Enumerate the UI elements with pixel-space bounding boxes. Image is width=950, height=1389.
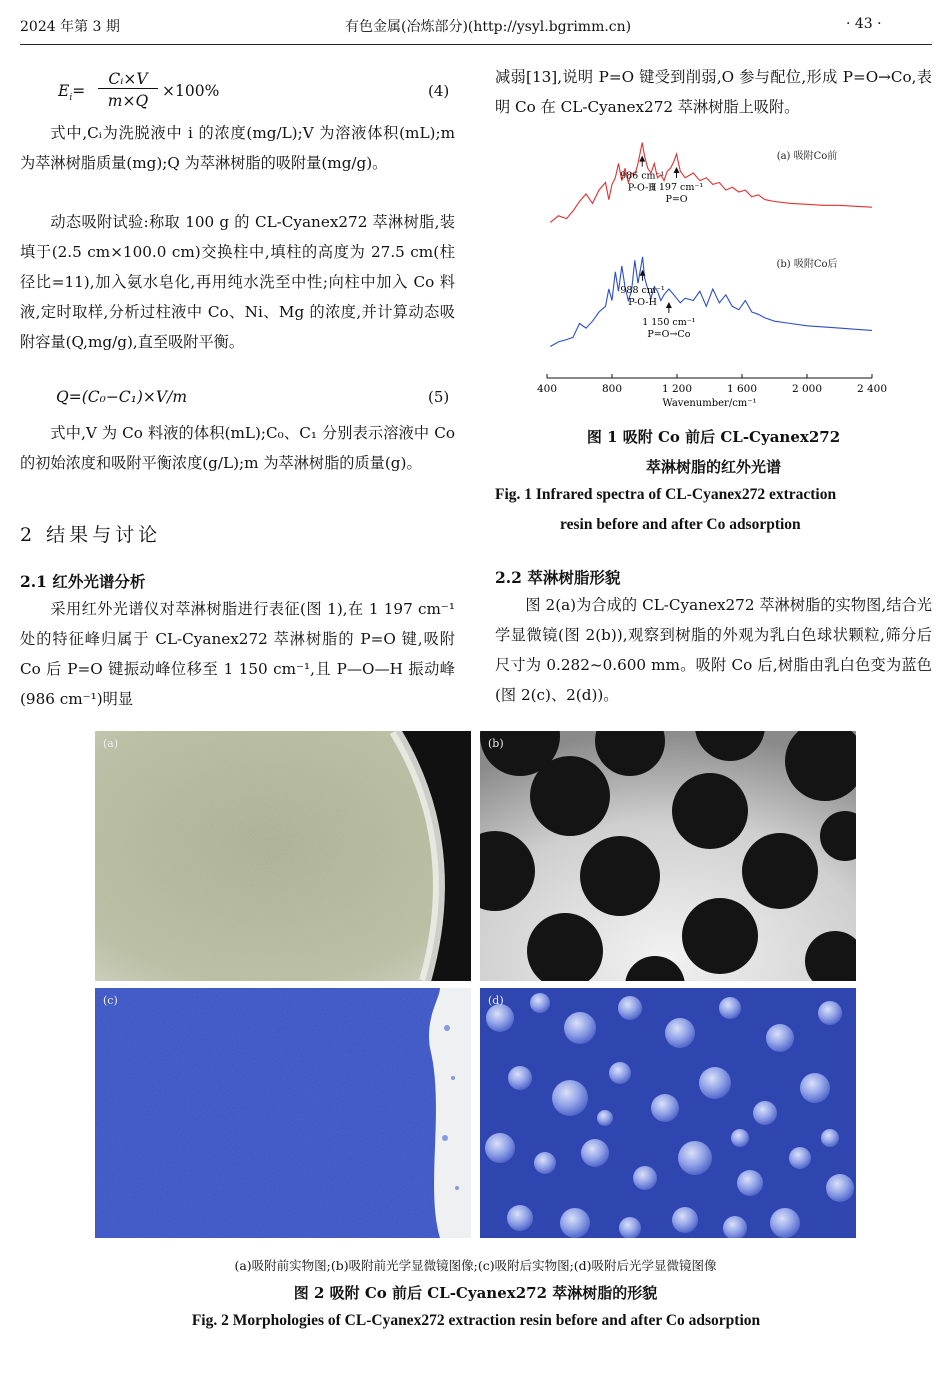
header-rule (20, 44, 932, 45)
equation-4-number: (4) (428, 82, 450, 100)
ir-spectra-chart (495, 125, 932, 415)
paragraph-dynamic-adsorption: 动态吸附试验:称取 100 g 的 CL-Cyanex272 萃淋树脂,装填于(2.5 cm×100.0 cm)交换柱中,填柱的高度为 27.5 cm(柱径比=11),加入氨水皂化,再用纯水洗至中性;向柱中加入 Co 料液,定时取样,分析过柱液中 Co、Ni、Mg 的浓度,并计算动态吸附容量(Q,mg/g),直至吸附平衡。 (20, 213, 455, 351)
x-tick-label-3: 1 600 (726, 383, 758, 395)
fig2-caption-cn: 图 2 吸附 Co 前后 CL-Cyanex272 萃淋树脂的形貌 (293, 1284, 658, 1302)
fig1-caption-cn-2: 萃淋树脂的红外光谱 (645, 458, 781, 476)
fig1-caption-cn-1: 图 1 吸附 Co 前后 CL-Cyanex272 (586, 428, 841, 446)
equation-5-number: (5) (428, 388, 450, 406)
fig2-subcaption: (a)吸附前实物图;(b)吸附前光学显微镜图像;(c)吸附后实物图;(d)吸附后光学显微镜图像 (234, 1258, 717, 1273)
photo-d-label: (d) (488, 994, 504, 1007)
paragraph-ir-continued: 减弱[13],说明 P=O 键受到削弱,O 参与配位,形成 P=O→Co,表明 Co 在 CL-Cyanex272 萃淋树脂上吸附。 (495, 68, 932, 116)
annotation-bond-1: P=O (665, 194, 688, 205)
annotation-value-1: 1 197 cm⁻¹ (649, 182, 704, 193)
eq4-lhs-sub: i (69, 93, 73, 104)
x-tick-label-2: 1 200 (661, 383, 693, 395)
paragraph-eq5-variables: 式中,V 为 Co 料液的体积(mL);C₀、C₁ 分别表示溶液中 Co 的初始浓度和吸附平衡浓度(g/L);m 为萃淋树脂的质量(g)。 (20, 424, 455, 472)
journal-issue: 2024 年第 3 期 (20, 19, 120, 35)
annotation-value-2: 988 cm⁻¹ (620, 284, 665, 296)
series-line-1 (550, 257, 872, 347)
eq4-denominator: m×Q (107, 92, 149, 110)
page-number: · 43 · (846, 16, 882, 32)
eq4-numerator: Cᵢ×V (98, 70, 158, 89)
paragraph-morphology: 图 2(a)为合成的 CL-Cyanex272 萃淋树脂的实物图,结合光学显微镜(图 2(b)),观察到树脂的外观为乳白色球状颗粒,筛分后尺寸为 0.282~0.600 mm。吸附 Co 后,树脂由乳白色变为蓝色(图 2(c)、2(d))。 (495, 596, 932, 704)
x-tick-label-4: 2 000 (791, 383, 823, 395)
eq4-lhs: E (58, 82, 70, 100)
x-axis-label: Wavenumber/cm⁻¹ (662, 398, 757, 409)
annotation-bond-2: P-O-H (628, 296, 657, 308)
x-tick-label-0: 400 (536, 383, 558, 395)
annotation-value-3: 1 150 cm⁻¹ (642, 317, 696, 328)
photo-d-microscope-after (480, 988, 856, 1238)
paragraph-ir-analysis: 采用红外光谱仪对萃淋树脂进行表征(图 1),在 1 197 cm⁻¹处的特征峰归属于 CL-Cyanex272 萃淋树脂的 P=O 键,吸附 Co 后 P=O 键振动峰位移至 1 150 cm⁻¹,且 P—O—H 振动峰(986 cm⁻¹)明显 (20, 600, 455, 708)
annotation-bond-3: P=O→Co (647, 329, 691, 340)
x-tick-label-5: 2 400 (856, 383, 888, 395)
series-label-1: (b) 吸附Co后 (776, 259, 838, 270)
annotation-arrowhead-3 (666, 302, 672, 308)
annotation-bond-0: P-O-H (627, 182, 657, 194)
photo-a-label: (a) (103, 737, 119, 750)
paragraph-eq4-variables: 式中,Cᵢ为洗脱液中 i 的浓度(mg/L);V 为溶液体积(mL);m 为萃淋树脂质量(mg);Q 为萃淋树脂的吸附量(mg/g)。 (20, 124, 455, 172)
photo-c-resin-after (95, 988, 471, 1238)
annotation-arrowhead-1 (674, 167, 680, 173)
section-2-heading: 2 结果与讨论 (20, 524, 162, 546)
section-2-2-heading: 2.2 萃淋树脂形貌 (495, 568, 621, 587)
photo-a-resin-before (95, 731, 471, 981)
equation-4: $E_i=$ Cᵢ×V m×Q ×100% (58, 70, 220, 110)
series-label-0: (a) 吸附Co前 (776, 151, 838, 162)
photo-b-microscope-before (480, 731, 856, 981)
fig2-caption-en: Fig. 2 Morphologies of CL-Cyanex272 extraction resin before and after Co adsorption (191, 1312, 761, 1329)
x-tick-label-1: 800 (601, 383, 623, 395)
fig1-caption-en-1: Fig. 1 Infrared spectra of CL-Cyanex272 extraction (495, 486, 837, 503)
eq4-tail: ×100% (162, 82, 220, 100)
photo-b-label: (b) (488, 737, 504, 750)
equation-5: Q=(C₀−C₁)×V/m (56, 388, 188, 406)
section-2-1-heading: 2.1 红外光谱分析 (20, 572, 146, 591)
fig1-caption-en-2: resin before and after Co adsorption (560, 516, 801, 533)
annotation-value-0: 986 cm⁻¹ (620, 170, 665, 182)
photo-c-label: (c) (103, 994, 118, 1007)
journal-title: 有色金属(冶炼部分)(http://ysyl.bgrimm.cn) (345, 19, 632, 35)
